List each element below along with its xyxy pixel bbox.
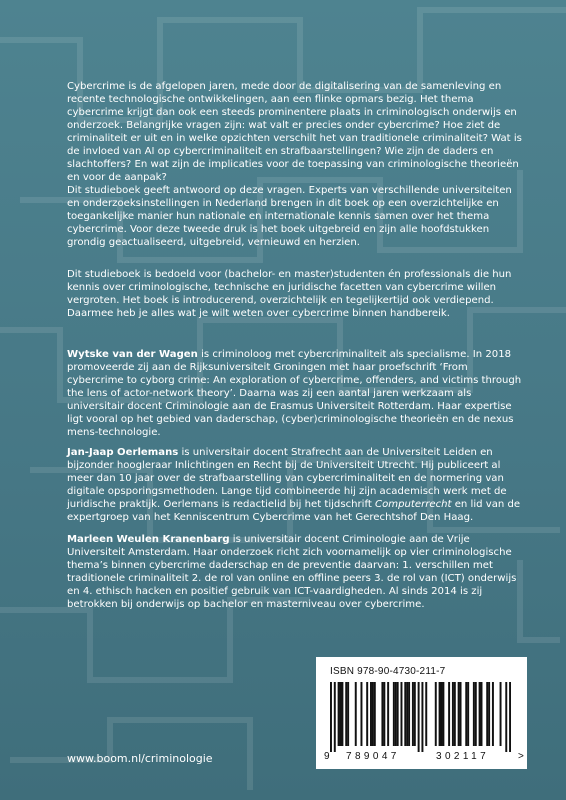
barcode-tail-mark: > bbox=[518, 751, 524, 762]
barcode-bar bbox=[404, 682, 406, 746]
barcode-bar bbox=[439, 682, 441, 746]
author-bio bbox=[67, 533, 522, 611]
barcode-bar bbox=[509, 682, 511, 752]
author-name: Marleen Weulen Kranenbarg bbox=[67, 534, 230, 545]
barcode-bar bbox=[421, 682, 423, 752]
barcode-bar bbox=[448, 682, 450, 746]
barcode-bars bbox=[330, 682, 511, 752]
author-bio bbox=[67, 348, 522, 439]
author-bio-text: en lid van de expertgroep van het Kenniscentrum Cybercrime van het Gerechtshof Den Haag. bbox=[67, 499, 521, 523]
barcode-bar bbox=[334, 682, 336, 752]
barcode-bar bbox=[397, 682, 399, 746]
author-bio bbox=[67, 446, 522, 524]
barcode-bar bbox=[347, 682, 349, 746]
intro-paragraph-2: Dit studieboek geeft antwoord op deze vragen. Experts van verschillende universiteiten en onderzoeksinstellingen in Nederland brengen in dit boek op een overzichtelijke en toegankelijke manier hun nationale en internationale kennis samen over het thema cybercrime. Voor deze tweede druk is het boek uitgebreid en zijn alle hoofdstukken grondig geactualiseerd, uitgebreid, vernieuwd en herzien. bbox=[67, 185, 512, 248]
barcode-bar bbox=[408, 682, 410, 746]
barcode-bar bbox=[340, 682, 342, 746]
barcode-bar bbox=[486, 682, 488, 746]
isbn-barcode bbox=[316, 657, 527, 769]
barcode-bar bbox=[372, 682, 374, 746]
barcode-bar bbox=[414, 682, 416, 746]
barcode-bar bbox=[418, 682, 420, 752]
barcode-bar bbox=[345, 682, 347, 746]
barcode-bar bbox=[395, 682, 397, 746]
author-bio-text: is universitair docent Criminologie aan de Vrije Universiteit Amsterdam. Haar onderzoek richt zich voornamelijk op vier criminologische thema’s binnen cybercrime daderschap en de preventie daarvan: 1. verschillen met traditionele criminaliteit 2. de rol van online en offline peers 3. de rol van (ICT) onderwijs en 4. ethisch hacken en positief gebruik van ICT-vaardigheden. Al sinds 2014 is zij betrokken bij onderwijs op bachelor en masterniveau over cybercrime. bbox=[67, 534, 517, 610]
barcode-digits bbox=[324, 751, 524, 764]
barcode-bar bbox=[366, 682, 368, 746]
barcode-bar bbox=[360, 682, 362, 746]
author-bio-text: is universitair docent Strafrecht aan de Universiteit Leiden en bijzonder hoogleraar Inlichtingen en Recht bij de Universiteit Utrecht. Hij publiceert al meer dan 10 jaar over de strafbaarstelling van cybercriminaliteit en de normering van digitale opsporingsmethoden. Lange tijd combineerde hij zijn academisch werk met de juridische praktijk. Oerlemans is redactielid bij het tijdschrift bbox=[67, 447, 507, 510]
barcode-bar bbox=[341, 682, 343, 746]
barcode-bar bbox=[488, 682, 490, 746]
barcode-bar bbox=[425, 682, 427, 746]
barcode-bar bbox=[454, 682, 456, 746]
barcode-lead-digit: 9 bbox=[324, 751, 330, 762]
barcode-bar bbox=[473, 682, 475, 746]
barcode-bar bbox=[481, 682, 483, 746]
intro-paragraph-1: Cybercrime is de afgelopen jaren, mede door de digitalisering van de samenleving en recente technologische ontwikkelingen, aan een flinke opmars bezig. Het thema cybercrime krijgt dan ook een steeds prominentere plaats in criminologisch onderwijs en onderzoek. Belangrijke vragen zijn: wat valt er precies onder cybercrime? Hoe ziet de criminaliteit er uit en in welke opzichten verschilt het van traditionele criminaliteit? Wat is de invloed van AI op cybercriminaliteit en strafbaarstellingen? Wie zijn de daders en slachtoffers? En wat zijn de implicaties voor de toepassing van criminologische theorieën en voor de aanpak? bbox=[67, 81, 522, 183]
barcode-bar bbox=[387, 682, 389, 746]
barcode-bar bbox=[465, 682, 467, 746]
barcode-right-digits: 302117 bbox=[436, 751, 490, 762]
barcode-bar bbox=[381, 682, 383, 746]
barcode-bar bbox=[393, 682, 395, 746]
barcode-bar bbox=[479, 682, 481, 746]
barcode-bar bbox=[406, 682, 408, 746]
barcode-bar bbox=[355, 682, 357, 746]
barcode-bar bbox=[374, 682, 376, 746]
barcode-bar bbox=[467, 682, 469, 746]
author-bio-text: is criminoloog met cybercriminaliteit als specialisme. In 2018 promoveerde zij aan de Rijksuniversiteit Groningen met haar proefschrift ‘From cybercrime to cyborg crime: An exploration of cybercrime, offenders, and victims through the lens of actor-network theory’. Daarna was zij een aantal jaren werkzaam als universitair docent Criminologie aan de Erasmus Universiteit Rotterdam. Haar expertise ligt vooral op het gebied van daderschap, (cyber)criminologische theorieën en de nexus mens-technologie. bbox=[67, 349, 522, 438]
publisher-url: www.boom.nl/criminologie bbox=[67, 752, 213, 765]
barcode-bar bbox=[400, 682, 402, 746]
barcode-bar bbox=[441, 682, 443, 746]
barcode-bar bbox=[505, 682, 507, 752]
barcode-bar bbox=[458, 682, 460, 746]
barcode-bar bbox=[383, 682, 385, 746]
barcode-bar bbox=[338, 682, 340, 746]
isbn-label: ISBN 978-90-4730-211-7 bbox=[330, 666, 446, 677]
barcode-bar bbox=[370, 682, 372, 746]
barcode-left-digits: 789047 bbox=[346, 751, 400, 762]
barcode-bar bbox=[475, 682, 477, 746]
barcode-bar bbox=[442, 682, 444, 746]
barcode-bar bbox=[500, 682, 502, 746]
intro-paragraph-3: Dit studieboek is bedoeld voor (bachelor- en master)studenten én professionals die hun kennis over criminologische, technische en juridische facetten van cybercrime willen vergroten. Het boek is introducerend, overzichtelijk en tegelijkertijd ook verdiepend. Daarmee heb je alles wat je wilt weten over cybercrime binnen handbereik. bbox=[67, 269, 512, 319]
barcode-bar bbox=[435, 682, 437, 746]
barcode-bar bbox=[460, 682, 462, 746]
barcode-bar bbox=[492, 682, 494, 746]
author-name: Wytske van der Wagen bbox=[67, 349, 198, 360]
journal-title: Computerrecht bbox=[375, 499, 452, 510]
barcode-bar bbox=[412, 682, 414, 746]
barcode-bar bbox=[452, 682, 454, 746]
barcode-bar bbox=[330, 682, 332, 752]
author-name: Jan-Jaap Oerlemans bbox=[67, 447, 179, 458]
